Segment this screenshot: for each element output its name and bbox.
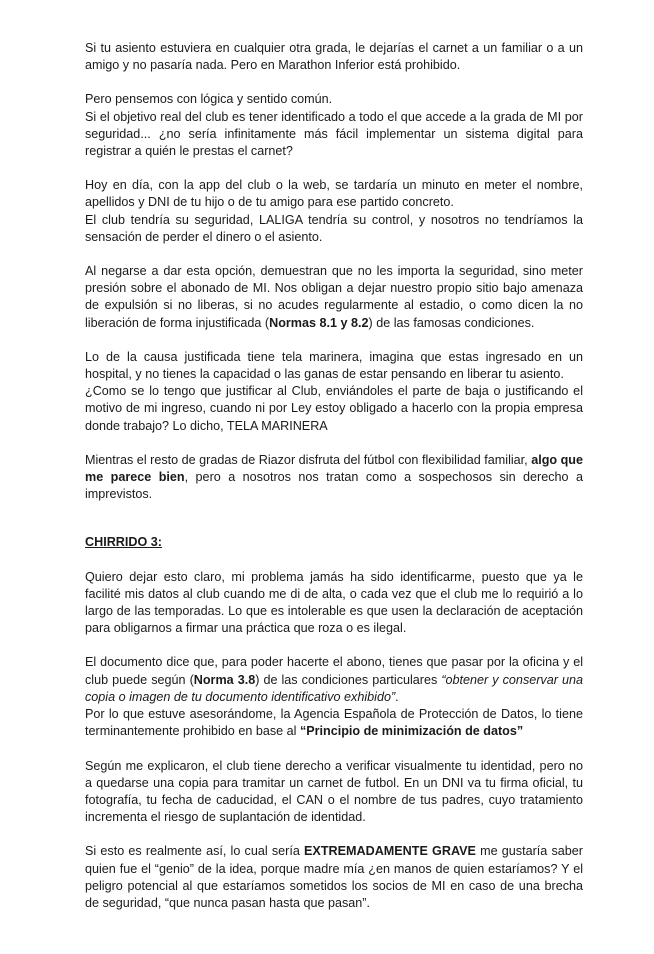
paragraph-6-bold: algo que me parece bien	[85, 452, 584, 485]
paragraph-7: Quiero dejar esto claro, mi problema jamás ha sido identificarme, puesto que ya le facilité mis datos al club cuando me di de alta, o cada vez que el club me lo requirió a lo largo de las temporadas. Lo que es intolerable es que usen la declaración de aceptación para obligarnos a firmar una práctica que roza o es ilegal.	[85, 569, 583, 636]
paragraph-5-line-a: Lo de la causa justificada tiene tela marinera, imagina que estas ingresado en un hospital, y no tienes la capacidad o las ganas de estar pensando en liberar tu asiento.	[85, 349, 583, 382]
paragraph-5	[85, 349, 583, 435]
paragraph-5-line-b: ¿Como se lo tengo que justificar al Club, enviándoles el parte de baja o justificando el motivo de mi ingreso, cuando ni por Ley estoy obligado a hacerlo con la propia empresa donde trabajo? Lo dicho, TELA MARINERA	[85, 384, 583, 433]
paragraph-8-b-text: Por lo que estuve asesorándome, la Agencia Española de Protección de Datos, lo tiene terminantemente prohibido en base al	[85, 707, 583, 739]
paragraph-2-line-a: Pero pensemos con lógica y sentido común.	[85, 92, 333, 107]
paragraph-8-bold: Norma 3.8	[193, 672, 256, 687]
document-page	[85, 40, 583, 929]
paragraph-6-tail: , pero a nosotros nos tratan como a sospechosos sin derecho a imprevistos.	[85, 470, 583, 502]
paragraph-8-line-b	[85, 706, 583, 740]
paragraph-2	[85, 91, 583, 160]
paragraph-4-tail: ) de las famosas condiciones.	[368, 315, 535, 330]
paragraph-3-line-b: El club tendría su seguridad, LALIGA tendría su control, y nosotros no tendríamos la sensación de perder el dinero o el asiento.	[85, 212, 583, 244]
paragraph-8-tail: .	[395, 689, 399, 704]
paragraph-3-line-a: Hoy en día, con la app del club o la web, se tardaría un minuto en meter el nombre, apellidos y DNI de tu hijo o de tu amigo para ese partido concreto.	[85, 178, 583, 210]
paragraph-8-line-a	[85, 654, 583, 706]
paragraph-4	[85, 263, 583, 332]
paragraph-10	[85, 843, 583, 912]
paragraph-10-bold: EXTREMADAMENTE GRAVE	[304, 844, 476, 859]
paragraph-1	[85, 40, 583, 74]
paragraph-4-bold: Normas 8.1 y 8.2	[269, 315, 369, 330]
paragraph-9: Según me explicaron, el club tiene derecho a verificar visualmente tu identidad, pero no a quedarse una copia para tramitar un carnet de futbol. En un DNI va tu firma oficial, tu fotografía, tu fecha de caducidad, el CAN o el nombre de tus padres, cuyo tratamiento incrementa el riesgo de suplantación de identidad.	[85, 758, 583, 825]
paragraph-1-text: Si tu asiento estuviera en cualquier otra grada, le dejarías el carnet a un familiar o a un amigo y no pasaría nada. Pero en Marathon Inferior está prohibido.	[85, 41, 583, 73]
paragraph-8	[85, 654, 583, 740]
paragraph-6-text: Mientras el resto de gradas de Riazor disfruta del fútbol con flexibilidad familiar,	[85, 452, 532, 467]
paragraph-6	[85, 452, 583, 504]
paragraph-10-text: Si esto es realmente así, lo cual sería	[85, 844, 305, 859]
section-heading: CHIRRIDO 3:	[85, 535, 162, 550]
paragraph-2-line-b: Si el objetivo real del club es tener identificado a todo el que accede a la grada de MI por seguridad... ¿no sería infinitamente más fácil implementar un sistema digital para registrar a quién le prestas el carnet?	[85, 109, 583, 159]
paragraph-3	[85, 177, 583, 246]
paragraph-8-text: El documento dice que, para poder hacerte el abono, tienes que pasar por la oficina y el club puede según (	[85, 655, 583, 687]
paragraph-8-mid: ) de las condiciones particulares	[255, 672, 442, 687]
paragraph-8-b-bold: “Principio de minimización de datos”	[299, 724, 524, 739]
paragraph-4-text: Al negarse a dar esta opción, demuestran que no les importa la seguridad, sino meter presión sobre el abonado de MI. Nos obligan a dejar nuestro propio sitio bajo amenaza de expulsión si no liberas, si no acudes regularmente al estadio, o como dicen la no liberación de forma injustificada (	[85, 264, 583, 330]
paragraph-10-tail: me gustaría saber quien fue el “genio” de la idea, porque madre mía ¿en manos de quien estaríamos? Y el peligro potencial al que estaríamos sometidos los socios de MI en caso de una brecha de seguridad, “que nunca pasan hasta que pasan”.	[85, 844, 583, 910]
paragraph-8-italic: “obtener y conservar una copia o imagen de tu documento identificativo exhibido”	[85, 672, 583, 704]
